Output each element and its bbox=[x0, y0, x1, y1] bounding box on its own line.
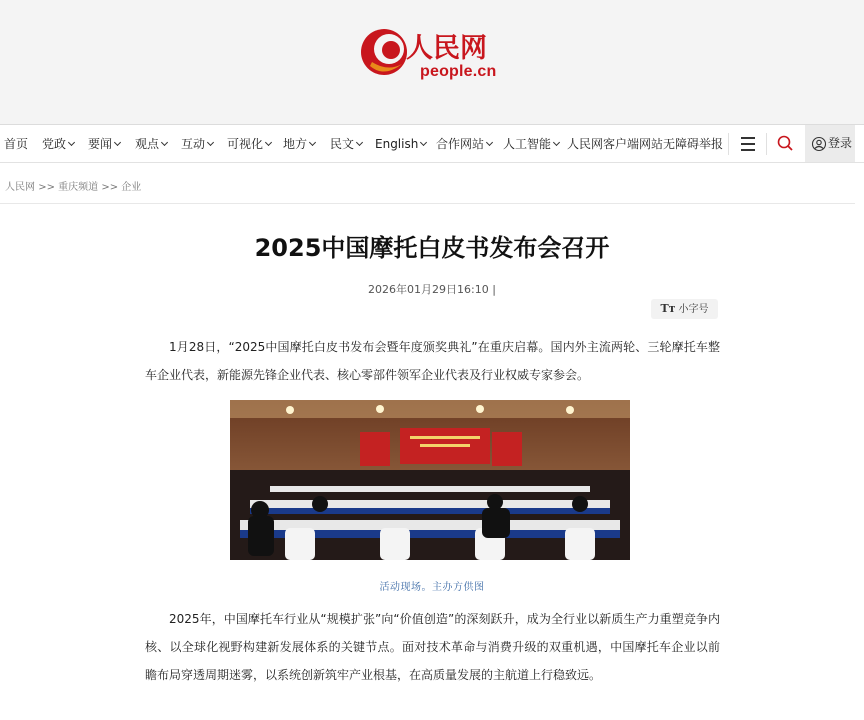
chevron-down-icon bbox=[68, 139, 75, 146]
nav-label: English bbox=[375, 137, 419, 151]
chevron-down-icon bbox=[356, 139, 363, 146]
nav-item-ai[interactable] bbox=[503, 125, 559, 163]
article-paragraph: 2025年，中国摩托车行业从“规模扩张”向“价值创造”的深刻跃升，成为全行业以新质生产力重塑竞争内核、以全球化视野构建新发展体系的关键节点。面对技术革命与消费升级的双重机遇，中国摩托车企业以前瞻布局穿透周期迷雾，以系统创新筑牢产业根基，在高质量发展的主航道上行稳致远。 bbox=[145, 612, 720, 682]
nav-item-client-app[interactable] bbox=[567, 125, 639, 163]
breadcrumb-link-home[interactable]: 人民网 bbox=[5, 182, 35, 193]
breadcrumb-link-channel[interactable]: 重庆频道 bbox=[58, 182, 99, 193]
nav-item-party[interactable] bbox=[42, 125, 74, 163]
nav-divider bbox=[766, 133, 767, 155]
photo-caption: 活动现场。主办方供图 bbox=[379, 582, 485, 593]
nav-label: 人工智能 bbox=[503, 137, 552, 151]
nav-label: 互动 bbox=[181, 137, 206, 151]
logo-text: 人民网 bbox=[406, 33, 487, 63]
nav-item-ethnic[interactable] bbox=[330, 125, 362, 163]
nav-item-home[interactable] bbox=[4, 125, 28, 163]
nav-item-interact[interactable] bbox=[181, 125, 213, 163]
site-header bbox=[0, 0, 864, 125]
nav-label: 合作网站 bbox=[436, 137, 485, 151]
nav-item-visual[interactable] bbox=[227, 125, 271, 163]
nav-item-english[interactable] bbox=[375, 125, 426, 163]
menu-button[interactable] bbox=[733, 125, 763, 163]
nav-item-opinion[interactable] bbox=[135, 125, 167, 163]
nav-label: 举报 bbox=[699, 137, 724, 151]
article-meta: 2026年01月29日16:10 | bbox=[368, 283, 496, 296]
nav-label: 人民网客户端 bbox=[567, 137, 640, 151]
chevron-down-icon bbox=[420, 139, 427, 146]
user-icon bbox=[811, 136, 827, 152]
breadcrumb-separator: >> bbox=[101, 182, 119, 193]
chevron-down-icon bbox=[114, 139, 121, 146]
nav-item-partners[interactable] bbox=[436, 125, 492, 163]
nav-label: 可视化 bbox=[227, 137, 264, 151]
chevron-down-icon bbox=[265, 139, 272, 146]
search-icon bbox=[770, 125, 800, 163]
chevron-down-icon bbox=[207, 139, 214, 146]
nav-label: 民文 bbox=[330, 137, 355, 151]
nav-divider bbox=[728, 133, 729, 155]
nav-label: 要闻 bbox=[88, 137, 113, 151]
nav-item-news[interactable] bbox=[88, 125, 120, 163]
chevron-down-icon bbox=[553, 139, 560, 146]
login-button[interactable] bbox=[805, 125, 855, 162]
font-size-icon: Tт bbox=[660, 302, 676, 315]
article-title: 2025中国摩托白皮书发布会召开 bbox=[254, 234, 610, 262]
search-button[interactable] bbox=[770, 125, 800, 163]
nav-label: 观点 bbox=[135, 137, 160, 151]
nav-label: 党政 bbox=[42, 137, 67, 151]
chevron-down-icon bbox=[161, 139, 168, 146]
font-size-toggle-button[interactable] bbox=[651, 299, 718, 319]
login-label: 登录 bbox=[828, 136, 853, 150]
nav-label: 首页 bbox=[4, 137, 29, 151]
nav-item-report[interactable] bbox=[699, 125, 723, 163]
breadcrumb bbox=[5, 178, 141, 193]
chevron-down-icon bbox=[486, 139, 493, 146]
nav-item-local[interactable] bbox=[283, 125, 315, 163]
article-paragraph: 1月28日，“2025中国摩托白皮书发布会暨年度颁奖典礼”在重庆启幕。国内外主流两轮、三轮摩托车整车企业代表，新能源先锋企业代表、核心零部件领军企业代表及行业权威专家参会。 bbox=[145, 340, 720, 382]
main-nav bbox=[0, 125, 864, 163]
font-size-label: 小字号 bbox=[678, 304, 709, 315]
breadcrumb-divider bbox=[0, 203, 855, 204]
nav-label: 网站无障碍 bbox=[639, 137, 700, 151]
breadcrumb-separator: >> bbox=[38, 182, 55, 193]
event-photo bbox=[230, 400, 630, 560]
chevron-down-icon bbox=[309, 139, 316, 146]
nav-label: 地方 bbox=[283, 137, 308, 151]
logo-url-text: people.cn bbox=[420, 63, 497, 80]
nav-item-accessibility[interactable] bbox=[639, 125, 699, 163]
breadcrumb-link-category[interactable]: 企业 bbox=[121, 182, 142, 193]
